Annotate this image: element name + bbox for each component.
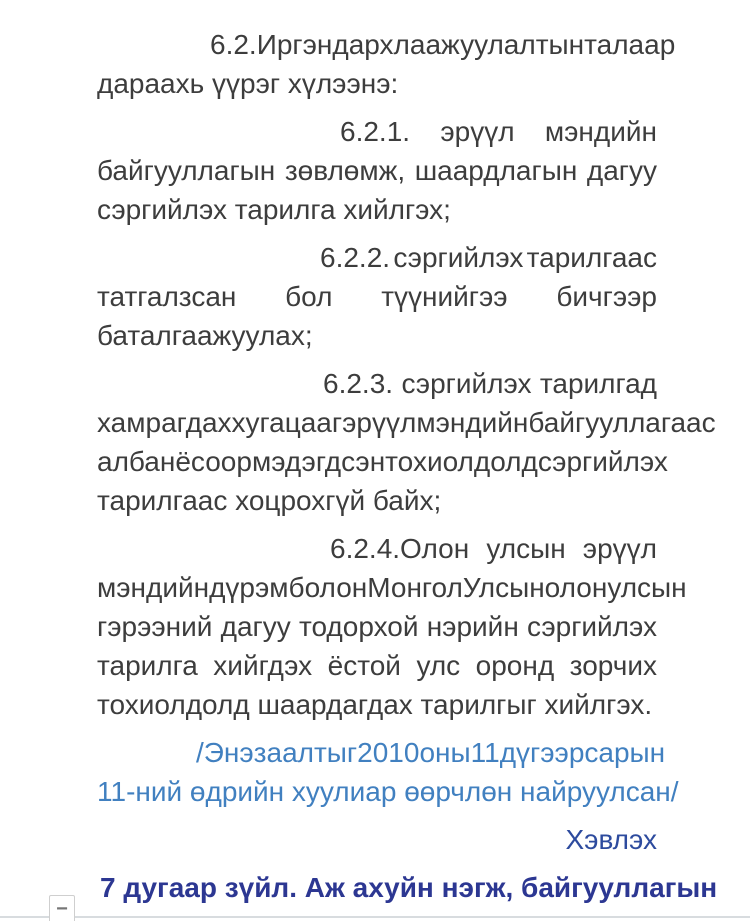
word: эрүүл [582,533,657,564]
word: бол [285,281,333,312]
clause-6-2-4 [97,529,687,724]
word: албан [97,446,176,477]
word: сэргийлэх [527,611,657,642]
clause-6-2-1 [97,112,657,229]
word: дүрэм [209,572,289,603]
text-line [97,403,716,442]
word-run: 11-ний өдрийн хуулиар өөрчлөн найруулсан/ [97,776,679,807]
text-line [97,733,666,772]
word-run: баталгаажуулах; [97,320,313,351]
amendment-note [97,733,679,811]
text-line [97,685,657,724]
word: дагуу [220,611,291,642]
word: /Энэ [196,737,254,768]
word-run: дараахь үүрэг хүлээнэ: [97,68,399,99]
law-paragraphs [97,25,716,811]
word: олон [544,572,608,603]
word: сэргийлэх [537,446,668,477]
word: 11 [470,737,500,768]
text-line [97,190,657,229]
word: мэндийн [416,407,529,438]
collapse-minus-button[interactable] [49,895,75,921]
word: 2010 [357,737,420,768]
word: улсын [486,533,566,564]
word: зөвлөмж, [284,155,406,186]
word: сэргийлэх [401,368,532,399]
word: байгууллагаас [528,407,716,438]
article-7-heading: 7 дугаар зүйл. Аж ахуйн нэгж, байгууллагын [100,872,718,903]
word: бичгээр [556,281,657,312]
word: эрүүл [440,116,515,147]
word: түүнийгээ [381,281,508,312]
word: тохиолдолд [385,446,538,477]
clause-6-2 [97,25,676,103]
text-line [97,772,679,811]
word: Улсын [462,572,545,603]
word: 6.2.2. [320,242,391,273]
text-line [97,112,657,151]
word: 6.2.4.Олон [330,533,470,564]
text-line [97,646,657,685]
text-line [97,316,657,355]
bottom-divider [0,916,750,918]
word: Монгол [367,572,463,603]
word: шаардлагын [414,155,578,186]
word: Иргэн [256,29,333,60]
text-line [97,607,657,646]
word: эрүүл [342,407,417,438]
word: тарилгад [539,368,657,399]
word: болон [288,572,368,603]
text-line [97,568,687,607]
word: нэрийн [426,611,519,642]
word: дагуу [586,155,657,186]
word: ёстой [327,650,401,681]
word: тарилга [97,650,198,681]
word: хугацааг [231,407,343,438]
clause-6-2-3 [97,364,716,520]
word: татгалзсан [97,281,237,312]
word: хамрагдах [97,407,232,438]
word-run: сэргийлэх тарилга хийлгэх; [97,194,451,225]
word-run: тарилгаас хоцрохгүй байх; [97,485,442,516]
word: дүгээр [499,737,585,768]
word: мэндийн [544,116,657,147]
word: гэрээний [97,611,213,642]
clause-6-2-2 [97,238,657,355]
word: улсын [607,572,687,603]
word: 6.2.3. [323,368,394,399]
text-line [97,64,657,103]
text-line [97,364,657,403]
word-run: тохиолдолд шаардагдах тарилгыг хийлгэх. [97,689,653,720]
word: зорчих [569,650,657,681]
word: мэдэгдсэн [251,446,386,477]
word: заалтыг [253,737,358,768]
word: сэргийлэх [393,242,524,273]
word: 6.2. [210,29,257,60]
word: талаар [584,29,676,60]
minus-icon: − [56,898,68,920]
word: улс [416,650,461,681]
text-line [97,442,668,481]
word: сарын [584,737,666,768]
word: ёсоор [175,446,252,477]
word: оны [419,737,471,768]
word: байгууллагын [97,155,276,186]
text-line [97,481,657,520]
text-line [97,151,657,190]
word: хийгдэх [213,650,313,681]
word: 6.2.1. [340,116,411,147]
text-line [97,277,657,316]
print-link[interactable]: Хэвлэх [565,824,657,855]
word: тарилгаас [526,242,657,273]
text-line [97,238,657,277]
print-row [97,820,657,859]
word: оронд [475,650,555,681]
text-line [97,25,676,64]
word: мэндийн [97,572,210,603]
word: тодорхой [298,611,419,642]
text-line [97,529,657,568]
word: дархлаажуулалтын [332,29,585,60]
